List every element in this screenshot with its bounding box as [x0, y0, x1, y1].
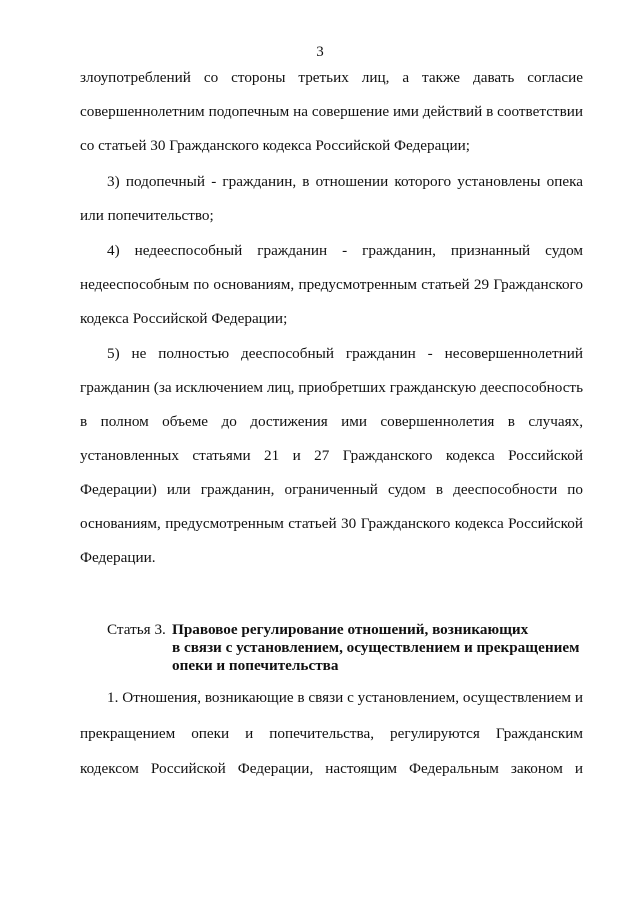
- text-line: 5) не полностью дееспособный гражданин - несовершеннолетний: [107, 345, 583, 362]
- text-line: со статьей 30 Гражданского кодекса Российской Федерации;: [80, 137, 470, 154]
- article-title-line: опеки и попечительства: [172, 657, 339, 674]
- text-line: кодекса Российской Федерации;: [80, 310, 288, 327]
- text-line: злоупотреблений со стороны третьих лиц, а также давать согласие: [80, 69, 583, 86]
- text-line: Федерации.: [80, 549, 156, 566]
- text-line: совершеннолетним подопечным на совершение ими действий в соответствии: [80, 103, 583, 120]
- text-line: прекращением опеки и попечительства, регулируются Гражданским: [80, 725, 583, 742]
- text-line: установленных статьями 21 и 27 Гражданского кодекса Российской: [80, 447, 583, 464]
- article-title-line: Правовое регулирование отношений, возникающих: [172, 621, 529, 638]
- text-line: гражданин (за исключением лиц, приобретших гражданскую дееспособность: [80, 379, 583, 396]
- text-line: основаниям, предусмотренным статьей 30 Гражданского кодекса Российской: [80, 515, 583, 532]
- text-line: Федерации) или гражданин, ограниченный судом в дееспособности по: [80, 481, 583, 498]
- text-line: недееспособным по основаниям, предусмотренным статьей 29 Гражданского: [80, 276, 583, 293]
- article-label: Статья 3.: [107, 621, 166, 638]
- text-line: 4) недееспособный гражданин - гражданин, признанный судом: [107, 242, 583, 259]
- text-line: в полном объеме до достижения ими совершеннолетия в случаях,: [80, 413, 583, 430]
- article-title-line: в связи с установлением, осуществлением и прекращением: [172, 639, 580, 656]
- text-line: кодексом Российской Федерации, настоящим Федеральным законом и: [80, 760, 583, 777]
- text-line: 1. Отношения, возникающие в связи с установлением, осуществлением и: [107, 689, 583, 706]
- page-number: 3: [316, 44, 324, 60]
- text-line: или попечительство;: [80, 207, 214, 224]
- text-line: 3) подопечный - гражданин, в отношении которого установлены опека: [107, 173, 583, 190]
